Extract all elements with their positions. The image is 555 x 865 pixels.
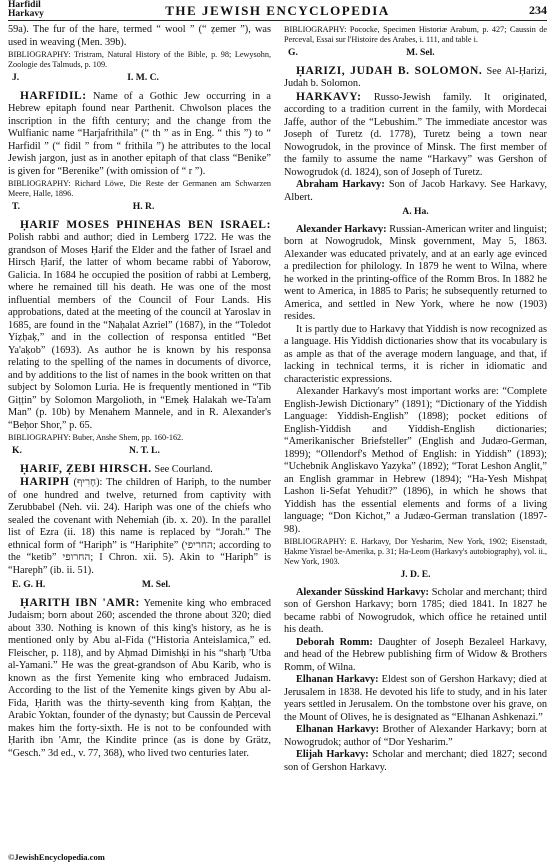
right-column <box>284 24 547 774</box>
running-head-top: Harfidil <box>8 0 41 10</box>
bibliography: BIBLIOGRAPHY: Pococke, Specimen Historiæ Arabum, p. 427; Caussin de Perceval, Essai sur l'Histoire des Arabes, i. 111, and table i. <box>284 25 547 44</box>
article-susskind-harkavy <box>284 587 547 637</box>
subheading: Alexander Süsskind Harkavy: <box>296 586 429 598</box>
bibliography: BIBLIOGRAPHY: Buber, Anshe Shem, pp. 160-162. <box>8 433 184 442</box>
article-harif-moses <box>8 219 271 433</box>
article-body: Son of Jacob Harkavy. See Harkavy, Albert. <box>284 179 547 203</box>
subheading: Deborah Romm: <box>296 636 373 648</box>
author-signature: T. H. R. <box>12 201 155 212</box>
continued-text: 59a). The fur of the hare, termed “ wool ” (“ ẓemer ”), was used in weaving (Men. 39b). <box>8 24 271 48</box>
headword: HARFIDIL: <box>20 89 87 102</box>
article-body: Russian-American writer and linguist; born at Nowogrudok, Minsk government, May 5, 1863. Alexander was educated privately, and at an early age evinced a predilection for philology. In 1879 he went to Wilna, where he worked in the printing-office of the Romm Bros. In 1882 he went to America, in 1885 to Paris; he subsequently returned to America, and settled in New York, where he now (1903) resides. <box>284 223 548 322</box>
article-body: Eldest son of Gershon Harkavy; died at Jerusalem in 1838. He devoted his life to study, and in his later years settled in Jerusalem. On the tombstone over his grave, on the Mount of Olives, he is designated as “Elhanan Ashkenazi.” <box>284 674 548 723</box>
article-elhanan-harkavy-2 <box>284 724 547 749</box>
subheading: Abraham Harkavy: <box>296 179 385 190</box>
bibliography: BIBLIOGRAPHY: Tristram, Natural History of the Bible, p. 98; Lewysohn, Zoologie des Talmuds, p. 109. <box>8 50 271 69</box>
article-harfidil <box>8 90 271 179</box>
article-body: Brother of Alexander Harkavy; born at Nowogrudok; author of “Dor Yesharim.” <box>284 724 547 748</box>
headword: ḤARIZI, JUDAH B. SOLOMON. <box>296 64 483 77</box>
bibliography: BIBLIOGRAPHY: E. Harkavy, Dor Yesharim, New York, 1902; Eisenstadt, Ḥakme Yisrael be-Amerika, p. 31; Ha-Leom (Harkavy's autobiography), vol. ii., New York, 1903. <box>284 537 547 566</box>
author-signature: J. I. M. C. <box>12 72 159 83</box>
article-body: Scholar and merchant; died 1827; second son of Gershon Harkavy. <box>284 749 548 773</box>
article-harif-zebi <box>8 463 271 477</box>
article-elijah-harkavy <box>284 749 547 774</box>
bibliography: BIBLIOGRAPHY: Richard Löwe, Die Reste der Germanen am Schwarzen Meere, Halle, 1896. <box>8 179 271 198</box>
article-hariph <box>8 476 271 577</box>
cross-reference: See Courland. <box>151 463 213 475</box>
article-body: Russo-Jewish family. It originated, according to a tradition current in the family, with Mordecai Jaffe, author of the “Lebushim.” The immediate ancestor was Joseph of Turetz (d. 1778), Turetz being a town near Nowogrudok, in the province of Minsk. The first member of the family to assume the name “Harkavy” was Gershon of Nowogrudok (d. 1824), son of Joseph of Turetz. <box>284 91 547 178</box>
article-body: (חָרִיף): The children of Hariph, to the number of one hundred and twelve, returned from captivity with Zerubbabel (Neh. vii. 24). Hariph was one of the chiefs who sealed the covenant with Nehemiah (ib. x. 20). In the parallel list of Ezra (ii. 18) this name is replaced by “Jorah.” The ethnical form of “Hariph” is “Hariphite” (החריפי; according to the “ketib” החרופי; I Chron. xii. 5). Akin to “Hariph” is “Hareph” (ib. ii. 51). <box>8 477 271 576</box>
author-signature: G. M. Sel. <box>288 47 435 58</box>
site-credit: ©JewishEncyclopedia.com <box>8 852 105 862</box>
author-signature: J. D. E. <box>400 569 431 580</box>
author-signature: A. Ha. <box>402 206 429 217</box>
subheading: Elijah Harkavy: <box>296 749 369 760</box>
article-paragraph: It is partly due to Harkavy that Yiddish is now recognized as a language. His Yiddish dictionaries show that its vocabulary is as ample as that of the average modern language, and that, if lacking in technical terms, it is richer in idiomatic and characteristic expressions. <box>284 323 547 385</box>
article-harith <box>8 597 271 761</box>
running-head-bottom: Harkavy <box>8 9 44 19</box>
article-harkavy <box>284 91 547 180</box>
article-body: Yemenite king who embraced Judaism; born about 260; ascended the throne about 320; died about 330. Nothing is known of this king's history, as he is mentioned only by Abu al-Fida (“Historia Anteislamica,” ed. Fleischer, p. 118), and by Aḥmad Dimishḳi in his “sharḥ 'Utba al-Yamani.” He was the great-grandson of Abu Karib, who is known as the first Yemenite king who embraced Judaism. According to the list of the Yemenite kings given by Abu al-Fida, Ḥarith was the thirty-seventh king from Ḳaḥṭan, the Arabic Yoktan, founder of the dynasty; but Caussin de Perceval makes him the forty-sixth. He is not to be confounded with Ḥarith ibn 'Amr, the Kindite prince (as is done by Grätz, “Gesch.” 3d ed., v. 77, 368), who lived two centuries later. <box>8 597 271 759</box>
left-column <box>8 24 271 760</box>
article-body: Daughter of Joseph Bezaleel Harkavy, and head of the Hebrew publishing firm of Widow & Brothers Romm, of Wilna. <box>284 636 547 673</box>
headword: ḤARITH IBN 'AMR: <box>20 596 140 609</box>
author-signature: K. N. T. L. <box>12 445 160 456</box>
cross-reference: See Al-Ḥarizi, Judah b. Solomon. <box>284 65 547 89</box>
article-body: Scholar and merchant; third son of Gershon Harkavy; born 1785; died 1841. In 1827 he became rabbi of Nowogrudok, which office he retained until his death. <box>284 586 548 635</box>
page-number: 234 <box>529 3 547 17</box>
article-deborah-romm <box>284 637 547 675</box>
article-abraham-harkavy <box>284 179 547 204</box>
article-body: Name of a Gothic Jew occurring in a Hebrew epitaph found near Parthenit. Chwolson places the inscription in the fifth century; and the change from the Wulfianic name “Harjafrithila” (“ th ” as in Eng. “ this ”) to “ Harfidil ” (“ fidil ” from “ frithila ”) he attributes to the local Jewish jargon, just as in another epitaph of that class “Benike” is given for “Berenike” (with omission of “ r ”). <box>8 90 271 177</box>
page-header <box>8 0 547 21</box>
headword: ḤARIF, ẒEBI HIRSCH. <box>20 462 152 475</box>
article-harizi <box>284 65 547 91</box>
headword: HARIPH <box>20 476 70 488</box>
article-paragraph: Alexander Harkavy's most important works are: “Complete English-Jewish Dictionary” (1891); “Dictionary of the Yiddish Language: Yiddish-English” (1898); pocket editions of English-Yiddish and Yiddish-English dictionaries; “Amerikanischer Briefsteller” (English and Judæo-German, 1899); “Ollendorf's Method of English: in Yiddish” (1893); “Uchebnik Angliskavo Yazyka” (1892); “Torat Leshon Anglit,” an English grammar in Hebrew (1894); “Ha-Yesh Mishpaṭ Lashon li-Sefat Yehudit?” (1896), in which he shows that Yiddish has the essential elements and forms of a living language; “Don Kichot,” a Judæo-German translation (1897-98). <box>284 386 547 535</box>
subheading: Alexander Harkavy: <box>296 223 387 235</box>
article-body: Polish rabbi and author; died in Lemberg 1722. He was the grandson of Moses Ḥarif the Elder and the father of Israel and Hirsch Ḥarif, the latter of whom became rabbi of Yaborow, Galicia. In 1684 he occupied the position of rabbi at Lemberg, where he remained till his death. He was one of the most influential members of the Council of Four Lands. His approbations, dated at the meeting of the council at Yaroslav in 1685, are found in the “Naḥalat Azriel” (1687), in the “Toledot Yiẓḥaḳ,” and in the collection of responsa entitled “Bet Ya'aḳob” (1693). As author he is known by his responsa relating to the spelling of the names in documents of divorce, and by additions to the list of names in the book written on that subject by Solomon Luria. He is frequently mentioned in “Tib Giṭṭin” by Solomon Margolioth, in “Emeḳ Halakah we-Ta'am Man” (p. 10b) by Menahem Mannele, and in R. Alexander's “Beḥor Shor,” p. 65. <box>8 232 271 431</box>
publication-title: THE JEWISH ENCYCLOPEDIA <box>165 3 390 18</box>
headword: ḤARIF MOSES PHINEHAS BEN ISRAEL: <box>20 218 271 231</box>
article-elhanan-harkavy-1 <box>284 674 547 724</box>
headword: HARKAVY: <box>296 90 362 103</box>
author-signature: E. G. H. M. Sel. <box>12 579 171 590</box>
subheading: Elhanan Harkavy: <box>296 724 380 735</box>
subheading: Elhanan Harkavy: <box>296 674 379 685</box>
article-alexander-harkavy <box>284 224 547 324</box>
